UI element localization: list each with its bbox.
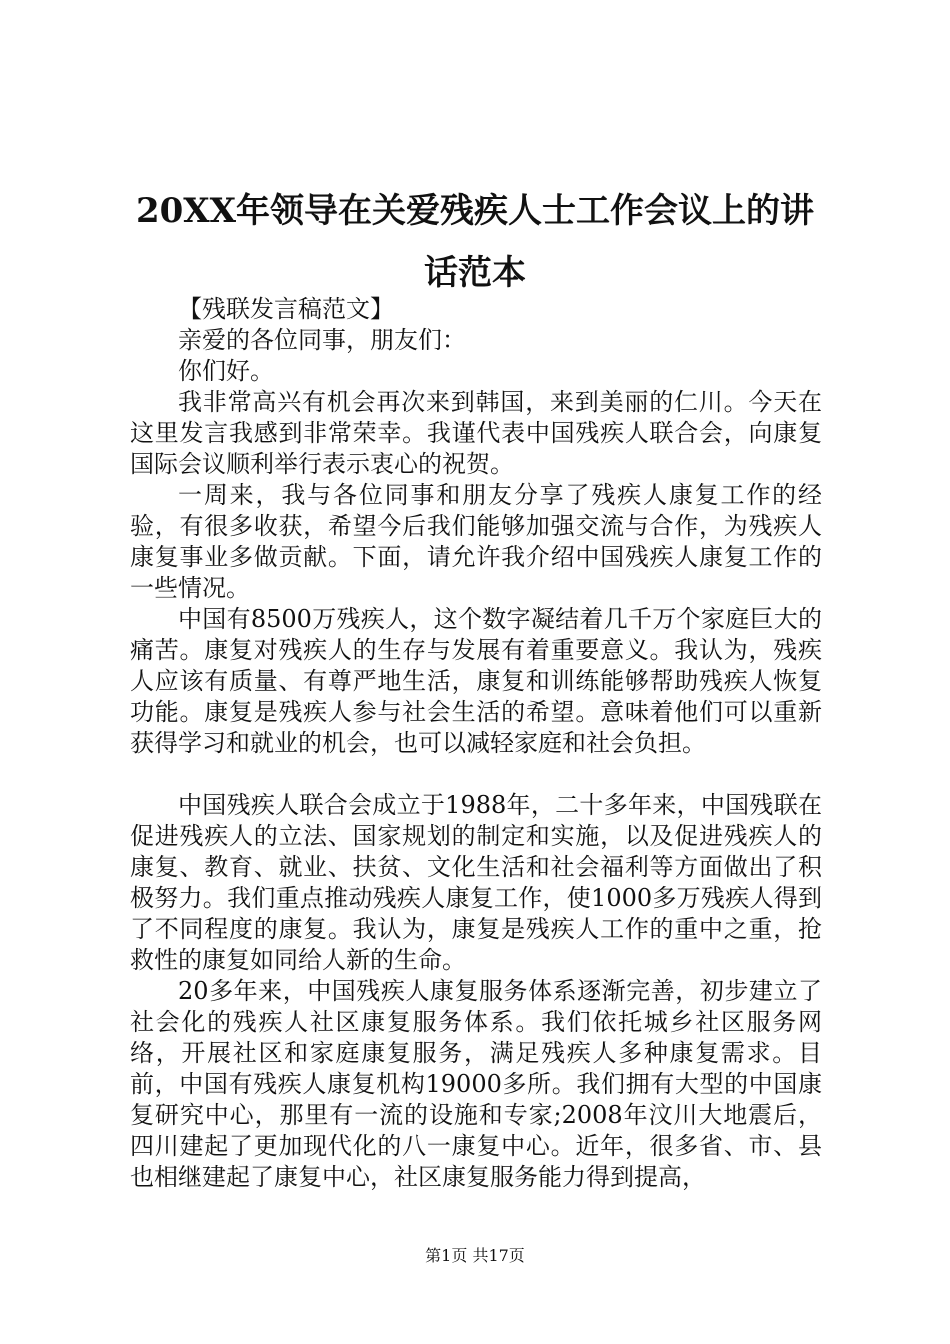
paragraph-week-summary: 一周来，我与各位同事和朋友分享了残疾人康复工作的经验，有很多收获，希望今后我们能够加强交流与合作，为残疾人康复事业多做贡献。下面，请允许我介绍中国残疾人康复工作的一些情况。: [130, 481, 822, 602]
document-body: [130, 294, 822, 1193]
paragraph-greeting: 你们好。: [178, 357, 274, 385]
paragraph-rehab-system: 20多年来，中国残疾人康复服务体系逐渐完善，初步建立了社会化的残疾人社区康复服务体系。我们依托城乡社区服务网络，开展社区和家庭康复服务，满足残疾人多种康复需求。目前，中国有残疾人康复机构19000多所。我们拥有大型的中国康复研究中心，那里有一流的设施和专家;2008年汶川大地震后，四川建起了更加现代化的八一康复中心。近年，很多省、市、县也相继建起了康复中心，社区康复服务能力得到提高，: [130, 977, 822, 1191]
page-number-footer: 第1页 共17页: [425, 1246, 525, 1265]
paragraph-salutation: 亲爱的各位同事，朋友们：: [178, 326, 466, 354]
paragraph-opening: 我非常高兴有机会再次来到韩国，来到美丽的仁川。今天在这里发言我感到非常荣幸。我谨代表中国残疾人联合会，向康复国际会议顺利举行表示衷心的祝贺。: [130, 388, 822, 478]
paragraph-disabled-population: 中国有8500万残疾人，这个数字凝结着几千万个家庭巨大的痛苦。康复对残疾人的生存与发展有着重要意义。我认为，残疾人应该有质量、有尊严地生活，康复和训练能够帮助残疾人恢复功能。康复是残疾人参与社会生活的希望。意味着他们可以重新获得学习和就业的机会，也可以减轻家庭和社会负担。: [130, 605, 822, 757]
page-title: 20XX年领导在关爱残疾人士工作会议上的讲话范本: [135, 191, 815, 293]
paragraph-federation-history: 中国残疾人联合会成立于1988年，二十多年来，中国残联在促进残疾人的立法、国家规划的制定和实施，以及促进残疾人的康复、教育、就业、扶贫、文化生活和社会福利等方面做出了积极努力。我们重点推动残疾人康复工作，使1000多万残疾人得到了不同程度的康复。我认为，康复是残疾人工作的重中之重，抢救性的康复如同给人新的生命。: [130, 791, 822, 974]
paragraph-label: 【残联发言稿范文】: [178, 295, 394, 323]
